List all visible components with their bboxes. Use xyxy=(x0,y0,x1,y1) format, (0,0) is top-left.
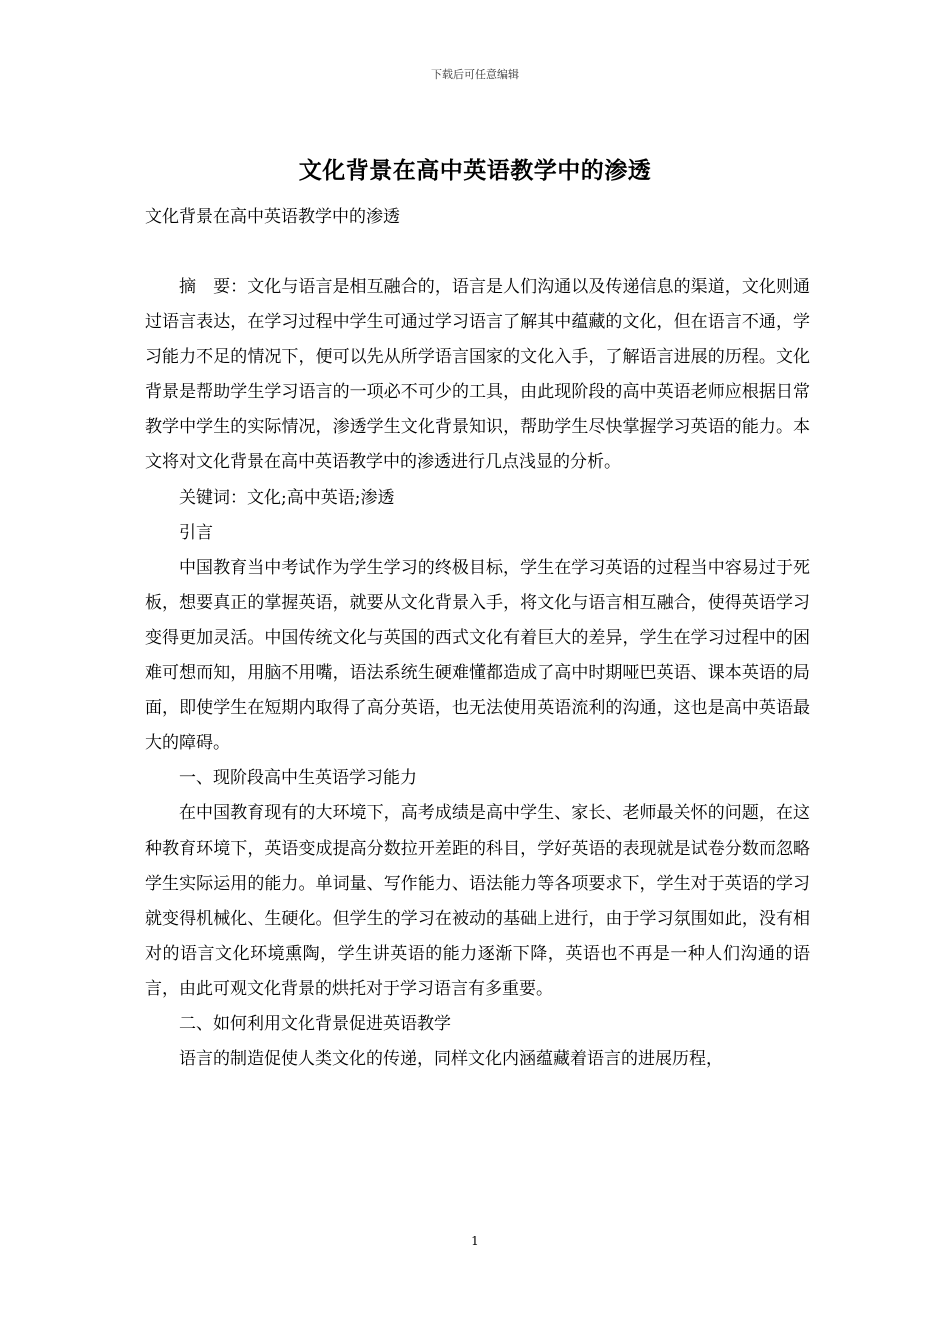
document-subtitle: 文化背景在高中英语教学中的渗透 xyxy=(145,207,400,227)
body-paragraph: 语言的制造促使人类文化的传递，同样文化内涵蕴藏着语言的进展历程， xyxy=(179,1049,723,1070)
body-paragraph: 在中国教育现有的大环境下，高考成绩是高中学生、家长、老师最关怀的问题，在这种教育环境下，英语变成提高分数拉开差距的科目，学好英语的表现就是试卷分数而忽略学生实际运用的能力。单词量、写作能力、语法能力等各项要求下，学生对于英语的学习就变得机械化、生硬化。但学生的学习在被动的基础上进行，由于学习氛围如此，没有相对的语言文化环境熏陶，学生讲英语的能力逐渐下降，英语也不再是一种人们沟通的语言，由此可观文化背景的烘托对于学习语言有多重要。 xyxy=(145,803,810,999)
document-body xyxy=(145,270,810,1077)
section-heading-1: 一、现阶段高中生英语学习能力 xyxy=(179,768,417,789)
abstract-paragraph: 摘 要：文化与语言是相互融合的，语言是人们沟通以及传递信息的渠道，文化则通过语言表达，在学习过程中学生可通过学习语言了解其中蕴藏的文化，但在语言不通，学习能力不足的情况下，便可以先从所学语言国家的文化入手，了解语言进展的历程。文化背景是帮助学生学习语言的一项必不可少的工具，由此现阶段的高中英语老师应根据日常教学中学生的实际情况，渗透学生文化背景知识，帮助学生尽快掌握学习英语的能力。本文将对文化背景在高中英语教学中的渗透进行几点浅显的分析。 xyxy=(145,277,810,473)
keywords-line: 关键词：文化;高中英语;渗透 xyxy=(179,487,395,508)
document-title: 文化背景在高中英语教学中的渗透 xyxy=(298,157,652,184)
page-header-note: 下载后可任意编辑 xyxy=(431,68,519,81)
page-number: 1 xyxy=(471,1234,479,1248)
section-heading-introduction: 引言 xyxy=(179,522,213,543)
body-paragraph: 中国教育当中考试作为学生学习的终极目标，学生在学习英语的过程当中容易过于死板，想要真正的掌握英语，就要从文化背景入手，将文化与语言相互融合，使得英语学习变得更加灵活。中国传统文化与英国的西式文化有着巨大的差异，学生在学习过程中的困难可想而知，用脑不用嘴，语法系统生硬难懂都造成了高中时期哑巴英语、课本英语的局面，即使学生在短期内取得了高分英语，也无法使用英语流利的沟通，这也是高中英语最大的障碍。 xyxy=(145,557,810,754)
section-heading-2: 二、如何利用文化背景促进英语教学 xyxy=(179,1013,451,1034)
